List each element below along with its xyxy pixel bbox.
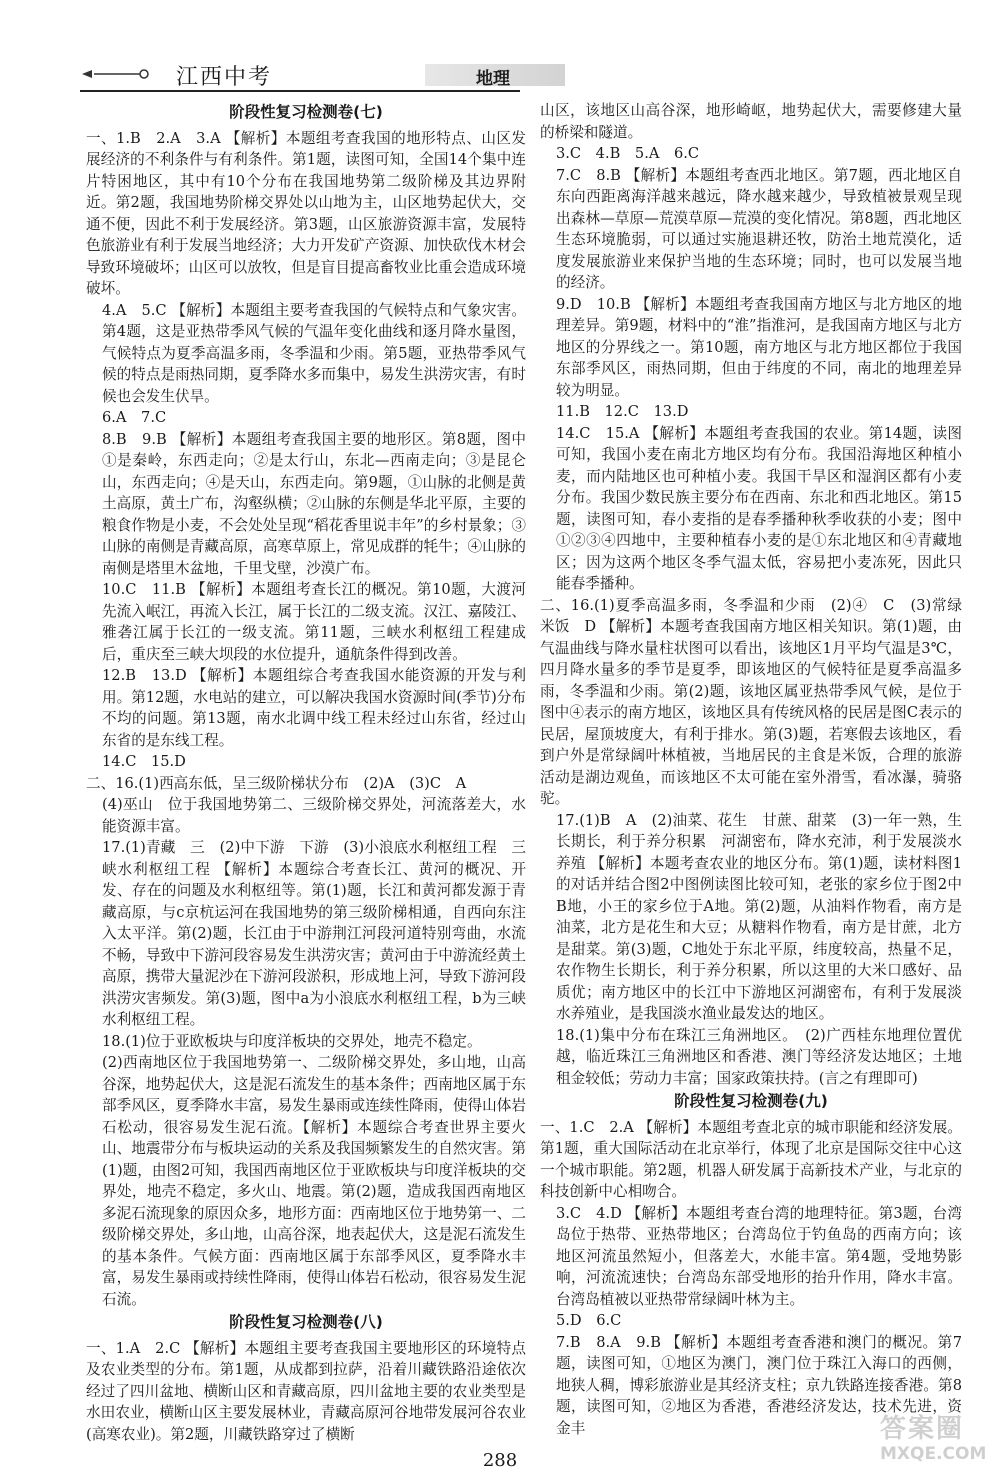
answer-paragraph: 17.(1)B A (2)油菜、花生 甘蔗、甜菜 (3)一年一熟，生长期长，利于养分积累 河湖密布，降水充沛，利于发展淡水养殖 【解析】本题考查农业的地区分布。第(1)题，读材料图1的对话并结合图2中图例读图比较可知，老张的家乡位于图2中B地，小王的家乡位于A地。第(2)题，从油料作物看，南方是油菜，北方是花生和大豆；从糖料作物看，南方是甘蔗，北方是甜菜。第(3)题，C地处于东北平原，纬度较高，热量不足，农作物生长期长，利于养分积累，所以这里的大米口感好、品质优；南方地区中的长江中下游地区河湖密布，有利于发展淡水养殖业，是我国淡水渔业最发达的地区。 [556, 811, 962, 1022]
answer-paragraph: 17.(1)青藏 三 (2)中下游 下游 (3)小浪底水利枢纽工程 三峡水利枢纽工程 【解析】本题综合考查长江、黄河的概况、开发、存在的问题及水利枢纽等。第(1)题，长江和黄河都发源于青藏高原，与c京杭运河在我国地势的第三级阶梯相通，自西向东注入太平洋。第(2)题，长江由于中游荆江河段河道特别弯曲，水流不畅，导致中下游河段容易发生洪涝灾害；黄河由于中游流经黄土高原，携带大量泥沙在下游河段淤积，形成地上河，导致下游河段洪涝灾害频发。第(3)题，图中a为小浪底水利枢纽工程，b为三峡水利枢纽工程。 [102, 839, 526, 1028]
answer-paragraph: 9.D 10.B 【解析】本题组考查我国南方地区与北方地区的地理差异。第9题，材料中的“淮”指淮河，是我国南方地区与北方地区的分界线之一。第10题，南方地区与北方地区都位于我国东部季风区，雨热同期，但由于纬度的不同，南北的地理差异较为明显。 [556, 295, 962, 399]
subject-label: 地理 [476, 69, 510, 89]
answer-paragraph: 4.A 5.C 【解析】本题组主要考查我国的气候特点和气象灾害。第4题，这是亚热带季风气候的气温年变化曲线和逐月降水量图，气候特点为夏季高温多雨，冬季温和少雨。第5题，亚热带季风气候的特点是雨热同期，夏季降水多而集中，易发生洪涝灾害，有时候也会发生伏旱。 [102, 301, 526, 405]
section-heading: 阶段性复习检测卷(七) [229, 103, 383, 121]
answer-paragraph: 二、16.(1)夏季高温多雨，冬季温和少雨 (2)④ C (3)常绿 米饭 D 【解析】本题考查我国南方地区相关知识。第(1)题，由气温曲线与降水量柱状图可以看出，该地区1月平均气温是3℃，四月降水量多的季节是夏季，即该地区的气候特征是夏季高温多雨，冬季温和少雨。第(2)题，该地区属亚热带季风气候，是位于图中④表示的南方地区，该地区具有传统风格的民居是图C表示的民居，屋顶坡度大，有利于排水。第(3)题，若寒假去该地区，看到户外是常绿阔叶林植被，当地居民的主食是米饭，合理的旅游活动是湖边观鱼，而该地区不太可能在室外滑雪，看冰瀑，骑骆驼。 [540, 596, 977, 807]
answer-paragraph: 18.(1)集中分布在珠江三角洲地区。 (2)广西桂东地理位置优越，临近珠江三角洲地区和香港、澳门等经济发达地区；土地租金较低；劳动力丰富；国家政策扶持。(言之有理即可) [556, 1026, 962, 1087]
answer-paragraph: 3.C 4.B 5.A 6.C [556, 145, 700, 162]
page-header [80, 58, 520, 92]
answer-paragraph: (2)西南地区位于我国地势第一、二级阶梯交界处，多山地，山高谷深，地势起伏大，这是泥石流发生的基本条件；西南地区属于东部季风区，夏季降水丰富，易发生暴雨或连续性降雨，使得山体岩石松动，很容易发生泥石流。【解析】本题综合考查世界主要火山、地震带分布与板块运动的关系及我国频繁发生的自然灾害。第(1)题，由图2可知，我国西南地区位于亚欧板块与印度洋板块的交界处，地壳不稳定，多火山、地震。第(2)题，造成我国西南地区多泥石流现象的原因众多，地形方面：西南地区位于地势第一、二级阶梯交界处，多山地，山高谷深，地表起伏大，这是泥石流发生的基本条件。气候方面：西南地区属于东部季风区，夏季降水丰富，易发生暴雨或持续性降雨，使得山体岩石松动，很容易发生泥石流。 [102, 1054, 526, 1308]
answer-paragraph: 一、1.A 2.C 【解析】本题组主要考查我国主要地形区的环境特点及农业类型的分布。第1题，从成都到拉萨，沿着川藏铁路沿途依次经过了四川盆地、横断山区和青藏高原，四川盆地主要的农业类型是水田农业，横断山区主要发展林业，青藏高原河谷地带发展河谷农业(高寒农业)。第2题，川藏铁路穿过了横断 [86, 1339, 526, 1443]
answer-paragraph: 18.(1)位于亚欧板块与印度洋板块的交界处，地壳不稳定。 [102, 1032, 482, 1050]
answer-paragraph: 一、1.B 2.A 3.A 【解析】本题组考查我国的地形特点、山区发展经济的不利条件与有利条件。第1题，读图可知，全国14个集中连片特困地区，其中有10个分布在我国地势第二级阶梯及其边界附近。第2题，我国地势阶梯交界处以山地为主，山区地势起伏大，交通不便，因此不利于发展经济。第3题，山区旅游资源丰富，发展特色旅游业有利于发展当地经济；大力开发矿产资源、加快砍伐木材会导致环境破坏；山区可以放牧，但是盲目提高畜牧业比重会造成环境破坏。 [86, 129, 526, 297]
answer-paragraph: 14.C 15.D [102, 753, 186, 770]
left-column [86, 100, 526, 1445]
book-title: 江西中考 [176, 65, 273, 90]
answer-paragraph: 12.B 13.D 【解析】本题组综合考查我国水能资源的开发与利用。第12题，水电站的建立，可以解决我国水资源时间(季节)分布不均的问题。第13题，南水北调中线工程未经过山东省，经过山东省的是东线工程。 [102, 667, 526, 749]
answer-paragraph: 14.C 15.A 【解析】本题组考查我国的农业。第14题，读图可知，我国小麦在南北方地区均有分布。我国沿海地区种植小麦，而内陆地区也可种植小麦。我国干旱区和湿润区都有小麦分布。我国少数民族主要分布在西南、东北和西北地区。第15题，读图可知，春小麦指的是春季播种秋季收获的小麦；图中①②③④四地中，主要种植春小麦的是①东北地区和④青藏地区；因为这两个地区冬季气温太低，容易把小麦冻死，因此只能春季播种。 [556, 424, 962, 592]
right-column [540, 100, 977, 1439]
answer-paragraph: 7.C 8.B 【解析】本题组考查西北地区。第7题，西北地区自东向西距离海洋越来越远，降水越来越少，导致植被景观呈现出森林—草原—荒漠草原—荒漠的变化情况。第8题，西北地区生态环境脆弱，可以通过实施退耕还牧，防治土地荒漠化，适度发展旅游业来保护当地的生态环境；同时，也可以发展当地的经济。 [556, 166, 962, 291]
answer-paragraph: 二、16.(1)西高东低，呈三级阶梯状分布 (2)A (3)C A [86, 774, 467, 792]
header-decoration-icon [80, 68, 150, 80]
section-heading: 阶段性复习检测卷(八) [229, 1313, 383, 1331]
answer-paragraph: 7.B 8.A 9.B 【解析】本题组考查香港和澳门的概况。第7题，读图可知，①地区为澳门，澳门位于珠江入海口的西侧，地狭人稠，博彩旅游业是其经济支柱；京九铁路连接香港。第8题，读图可知，②地区为香港，香港经济发达，技术先进，资金丰 [556, 1333, 962, 1437]
answer-paragraph: 8.B 9.B 【解析】本题组考查我国主要的地形区。第8题，图中①是秦岭，东西走向；②是太行山，东北—西南走向；③是昆仑山，东西走向；④是天山，东西走向。第9题，①山脉的北侧是黄土高原，黄土广布，沟壑纵横；②山脉的东侧是华北平原，主要的粮食作物是小麦，不会处处呈现“稻花香里说丰年”的乡村景象；③山脉的南侧是青藏高原，高寒草原上，常见成群的牦牛；④山脉的南侧是塔里木盆地，千里戈壁，沙漠广布。 [102, 430, 526, 577]
answer-paragraph: 6.A 7.C [102, 409, 167, 426]
answer-paragraph: (4)巫山 位于我国地势第二、三级阶梯交界处，河流落差大，水能资源丰富。 [102, 796, 526, 835]
watermark-text: 答案圈 [880, 1414, 965, 1444]
answer-paragraph: 11.B 12.C 13.D [556, 403, 689, 420]
watermark-url: MXQE.COM [880, 1444, 987, 1464]
page-number: 288 [482, 1450, 518, 1471]
answer-paragraph: 3.C 4.D 【解析】本题组考查台湾的地理特征。第3题，台湾岛位于热带、亚热带地区；台湾岛位于钓鱼岛的西南方向；该地区河流虽然短小，但落差大，水能丰富。第4题，受地势影响，河流流速快；台湾岛东部受地形的抬升作用，降水丰富。台湾岛植被以亚热带常绿阔叶林为主。 [556, 1204, 962, 1308]
answer-paragraph: 一、1.C 2.A 【解析】本题组考查北京的城市职能和经济发展。第1题，重大国际活动在北京举行，体现了北京是国际交往中心这一个城市职能。第2题，机器人研发属于高新技术产业，与北京的科技创新中心相吻合。 [540, 1118, 962, 1200]
header-rule [80, 90, 520, 92]
answer-paragraph: 10.C 11.B 【解析】本题组考查长江的概况。第10题，大渡河先流入岷江，再流入长江，属于长江的二级支流。汉江、嘉陵江、雅砻江属于长江的一级支流。第11题，三峡水利枢纽工程建成后，重庆至三峡大坝段的水位提升，通航条件得到改善。 [102, 581, 526, 663]
section-heading: 阶段性复习检测卷(九) [674, 1092, 828, 1110]
answer-paragraph: 5.D 6.C [556, 1312, 622, 1329]
watermark-logo [880, 1408, 992, 1478]
answer-paragraph: 山区，该地区山高谷深，地形崎岖，地势起伏大，需要修建大量的桥梁和隧道。 [540, 102, 962, 141]
